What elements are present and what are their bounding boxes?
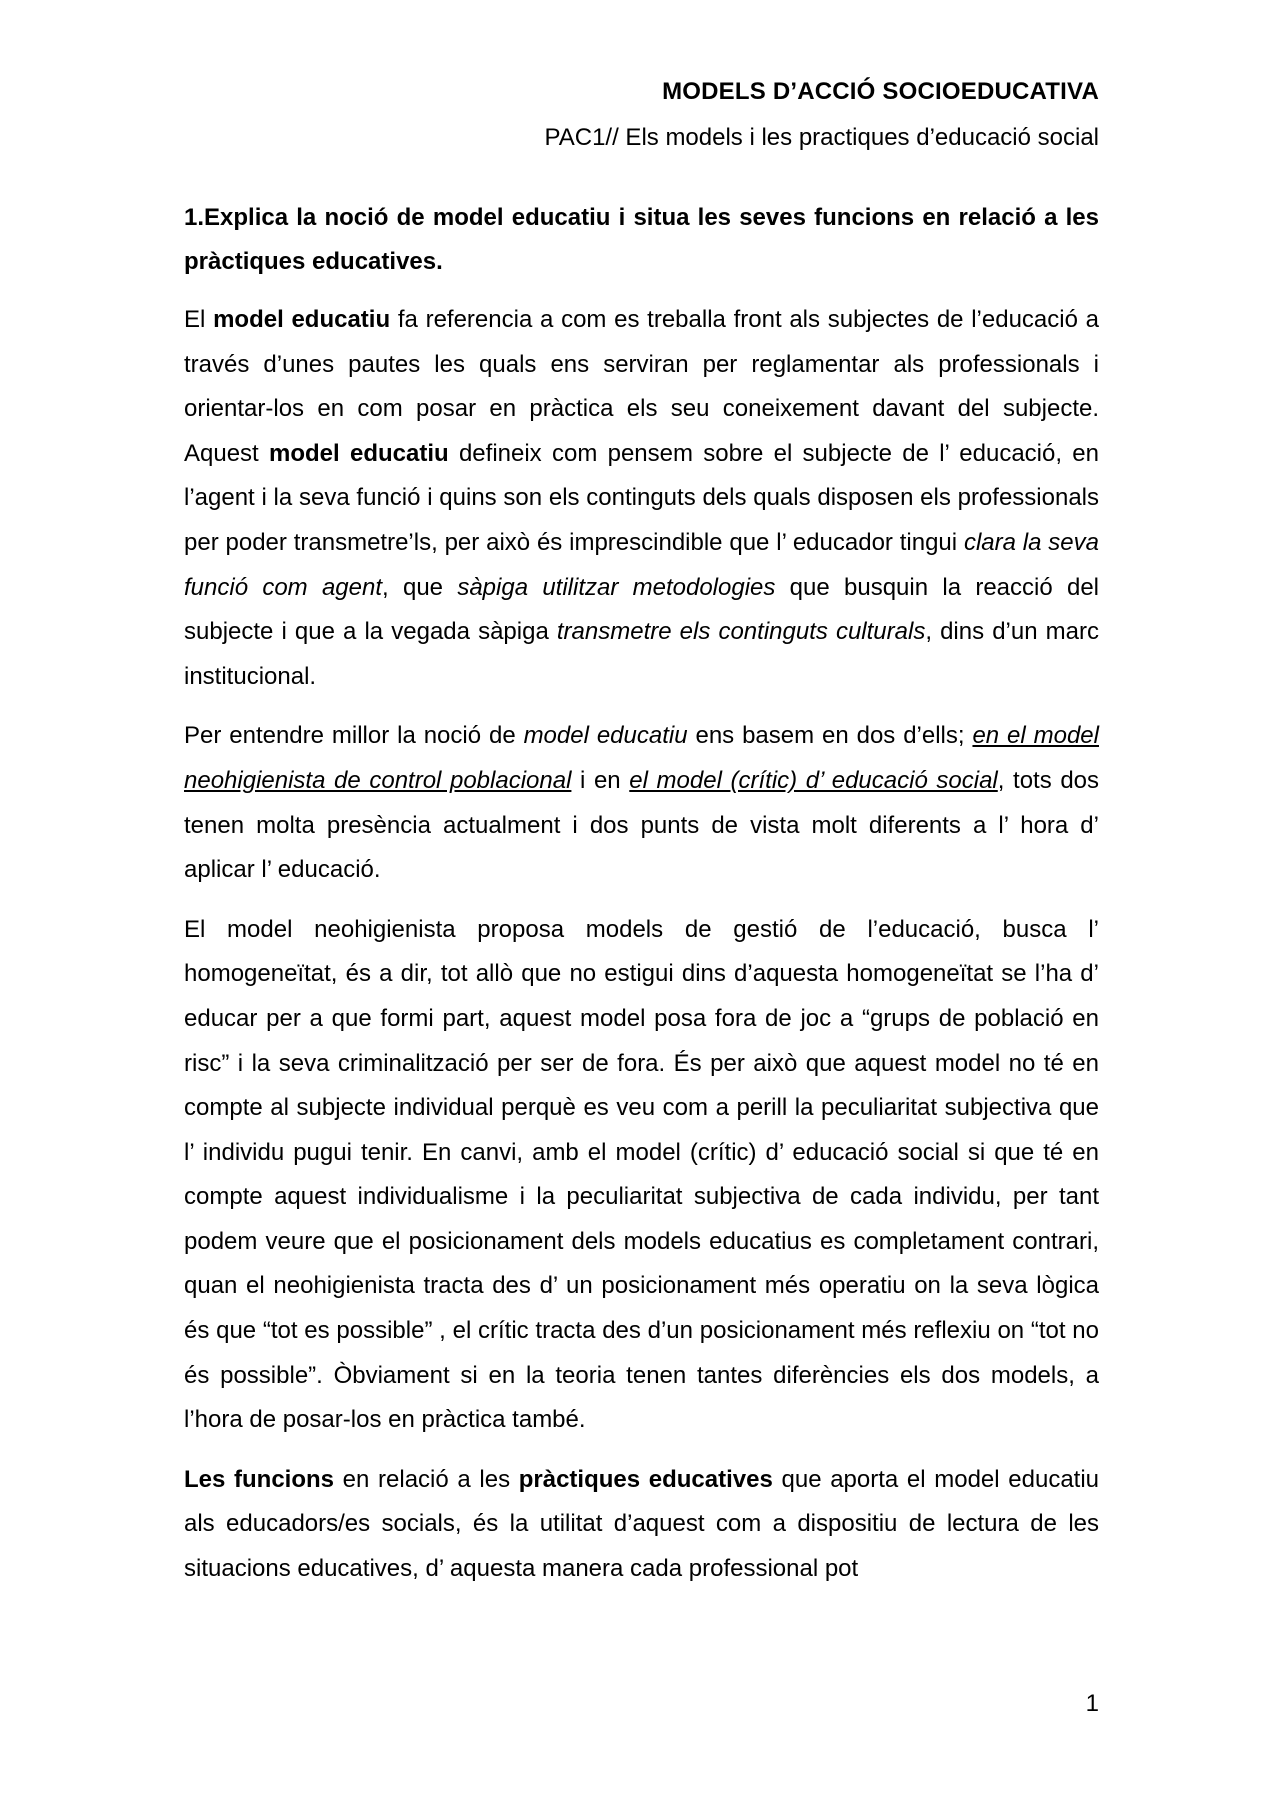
paragraph-two-models [184, 714, 1099, 892]
header-subtitle: PAC1// Els models i les practiques d’educació social [544, 124, 1099, 151]
bold-term: pràctiques educatives [518, 1465, 773, 1493]
text-run: , que [382, 573, 458, 601]
text-run: que aporta el model educatiu als educadors/es socials, és la utilitat d’aquest com a dispositiu de lectura de les situacions educatives, d’ aquesta manera cada professional pot [184, 1465, 1100, 1583]
text-run: i en [571, 766, 630, 794]
underlined-text: en el model neohigienista de control poblacional [184, 722, 1099, 794]
underlined-phrase [629, 767, 998, 794]
bold-term: model educatiu [269, 439, 449, 467]
document-body [184, 196, 1099, 1607]
paragraph-functions [184, 1458, 1099, 1592]
underlined-text: el model (crític) d’ educació social [629, 766, 998, 794]
page-number: 1 [1085, 1690, 1099, 1717]
paragraph-model-definition [184, 298, 1099, 699]
text-run: Per entendre millor la noció de [184, 722, 524, 750]
bold-term: Les funcions [184, 1465, 335, 1493]
text-run: defineix com pensem sobre el subjecte de l’ educació, en l’agent i la seva funció i quins son els continguts dels quals disposen els professionals per poder transmetre’ls, per això és imprescindible que l’ educador tingui [184, 439, 1100, 556]
italic-phrase: sàpiga utilitzar metodologies [457, 573, 776, 601]
text-run: que busquin la reacció del subjecte i que a la vegada sàpiga [184, 573, 1100, 646]
italic-phrase: transmetre els continguts culturals [556, 618, 926, 646]
italic-phrase: clara la seva funció com agent [184, 528, 1100, 601]
italic-phrase: model educatiu [523, 722, 688, 750]
text-run: en relació a les [334, 1465, 519, 1493]
question-heading: 1.Explica la noció de model educatiu i situa les seves funcions en relació a les pràctiques educatives. [184, 204, 1099, 275]
text-run: fa referencia a com es treballa front als subjectes de l’educació a través d’unes pautes les quals ens serviran per reglamentar als professionals i orientar-los en com posar en pràctica els seu coneixement davant del subjecte. Aquest [184, 306, 1100, 467]
paragraph-neohygienist-model: El model neohigienista proposa models de gestió de l’educació, busca l’ homogeneïtat, és a dir, tot allò que no estigui dins d’aquesta homogeneïtat se l’ha d’ educar per a que formi part, aquest model posa fora de joc a “grups de població en risc” i la seva criminalització per ser de fora. És per això que aquest model no té en compte al subjecte individual perquè es veu com a perill la peculiaritat subjectiva que l’ individu pugui tenir. En canvi, amb el model (crític) d’ educació social si que té en compte aquest individualisme i la peculiaritat subjectiva de cada individu, per tant podem veure que el posicionament dels models educatius es completament contrari, quan el neohigienista tracta des d’ un posicionament més operatiu on la seva lògica és que “tot es possible” , el crític tracta des d’un posicionament més reflexiu on “tot no és possible”. Òbviament si en la teoria tenen tantes diferències els dos models, a l’hora de posar-los en pràctica també. [184, 915, 1099, 1434]
text-run: El [184, 306, 214, 333]
bold-term: model educatiu [213, 306, 391, 333]
header-title: MODELS D’ACCIÓ SOCIOEDUCATIVA [662, 78, 1099, 105]
text-run: ens basem en dos d’ells; [687, 722, 973, 750]
text-run: , dins d’un marc institucional. [184, 618, 1099, 690]
text-run: , tots dos tenen molta presència actualment i dos punts de vista molt diferents a l’ hora d’ aplicar l’ educació. [184, 766, 1100, 884]
